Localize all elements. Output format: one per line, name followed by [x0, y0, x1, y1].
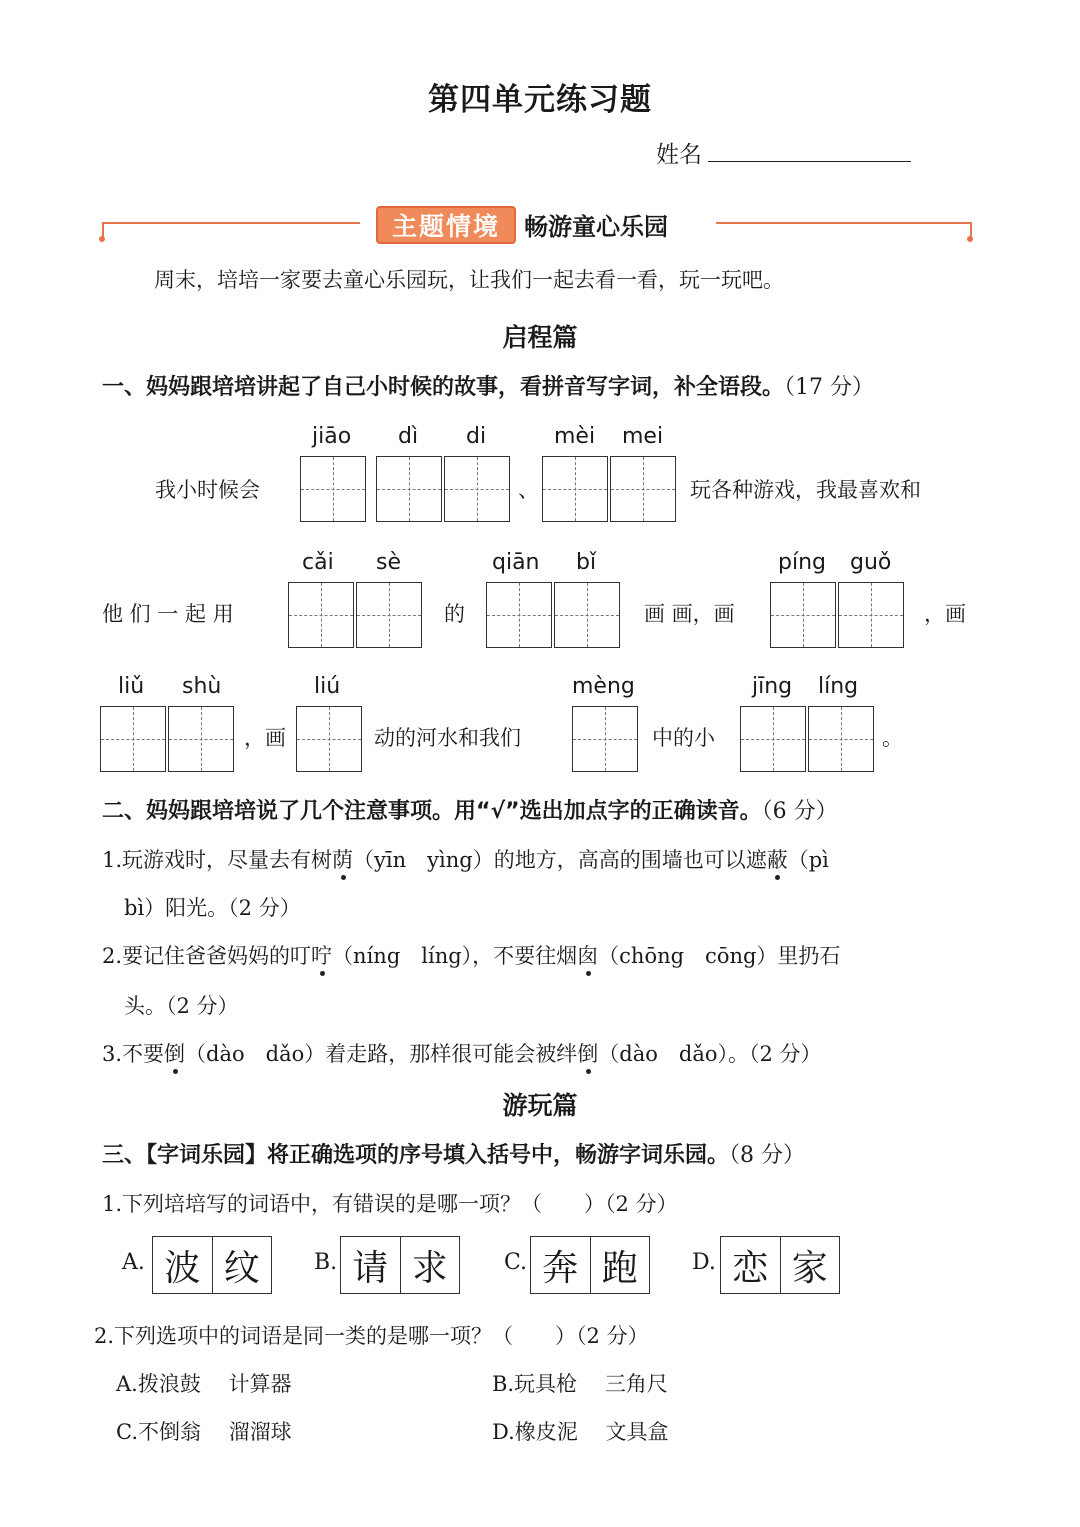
question-1-text: 一、妈妈跟培培讲起了自己小时候的故事，看拼音写字词，补全语段。 [102, 375, 785, 400]
dotted-char: 荫 [332, 844, 353, 874]
pinyin: píng [778, 550, 826, 575]
option-b-label[interactable]: B. [314, 1250, 338, 1275]
pinyin: liú [314, 674, 341, 699]
text-segment: 我小时候会 [155, 478, 260, 502]
pinyin: jiāo [312, 424, 352, 449]
question-2-item-2-cont: 头。（2 分） [124, 994, 239, 1018]
question-3-sub-2: 2.下列选项中的词语是同一类的是哪一项？（ ）（2 分） [94, 1324, 649, 1348]
question-1-heading [102, 370, 874, 401]
dotted-char: 倒 [164, 1038, 185, 1068]
text-segment: 、 [518, 478, 539, 502]
theme-dot-left [99, 236, 105, 242]
text-segment: （yīn yìng）的地方，高高的围墙也可以遮 [353, 848, 767, 872]
text-segment: 玩各种游戏，我最喜欢和 [690, 478, 921, 502]
theme-title: 畅游童心乐园 [524, 213, 668, 241]
question-2-item-3 [102, 1038, 822, 1068]
word-char: 跑 [590, 1237, 650, 1293]
text-segment: （pì [787, 848, 829, 872]
theme-line-right [716, 222, 970, 224]
pinyin: bǐ [576, 550, 597, 575]
pinyin: mèng [572, 674, 635, 699]
question-3-options-1 [122, 1236, 882, 1296]
text-segment: 。 [882, 726, 903, 750]
name-label: 姓名 [656, 142, 702, 168]
pinyin: shù [182, 674, 222, 699]
pinyin: cǎi [302, 550, 334, 575]
theme-tag [376, 206, 516, 244]
question-3-heading [102, 1138, 805, 1169]
option-a-word[interactable] [152, 1236, 272, 1294]
question-2-text: 二、妈妈跟培培说了几个注意事项。用“√”选出加点字的正确读音。 [102, 799, 762, 824]
word-char: 求 [400, 1237, 460, 1293]
question-3-score: （8 分） [729, 1143, 806, 1168]
section-title-start: 启程篇 [502, 323, 578, 352]
text-segment: ，画 [244, 726, 286, 750]
option-c[interactable]: C.不倒翁 溜溜球 [116, 1420, 292, 1444]
word-char: 请 [352, 1247, 389, 1289]
question-2-score: （6 分） [761, 799, 838, 824]
dotted-char: 囱 [577, 940, 598, 970]
text-segment: 中的小 [652, 726, 715, 750]
theme-dot-right [967, 236, 973, 242]
pinyin: dì [398, 424, 419, 449]
pinyin: di [466, 424, 487, 449]
text-segment: 3.不要 [102, 1042, 165, 1066]
dotted-char: 蔽 [767, 844, 788, 874]
text-segment: 1.玩游戏时，尽量去有树 [102, 848, 333, 872]
pinyin: líng [818, 674, 859, 699]
text-segment: 画 画，画 [644, 602, 735, 626]
text-segment: （chōng cōng）里扔石 [598, 944, 841, 968]
option-a-label[interactable]: A. [122, 1250, 145, 1275]
text-segment: （dào dǎo）。（2 分） [598, 1042, 822, 1066]
text-segment: 2.要记住爸爸妈妈的叮 [102, 944, 312, 968]
text-segment: 他 们 一 起 用 [102, 602, 234, 626]
question-2-item-1 [102, 844, 829, 874]
pinyin: mèi [554, 424, 596, 449]
theme-intro: 周末，培培一家要去童心乐园玩，让我们一起去看一看，玩一玩吧。 [154, 268, 784, 292]
text-segment: ，画 [924, 602, 966, 626]
dotted-char: 咛 [311, 940, 332, 970]
text-segment: （níng líng），不要往烟 [332, 944, 578, 968]
question-3-sub-1: 1.下列培培写的词语中，有错误的是哪一项？（ ）（2 分） [102, 1192, 678, 1216]
pinyin: jīng [752, 674, 793, 699]
word-char: 纹 [212, 1237, 272, 1293]
pinyin: guǒ [850, 550, 892, 575]
section-title-play: 游玩篇 [502, 1091, 578, 1120]
question-2-item-1-cont: bì）阳光。（2 分） [124, 896, 301, 920]
theme-line-left [104, 222, 360, 224]
option-b[interactable]: B.玩具枪 三角尺 [492, 1372, 668, 1396]
word-char: 家 [780, 1237, 840, 1293]
dotted-char: 倒 [577, 1038, 598, 1068]
name-input-line[interactable] [708, 161, 911, 162]
option-a[interactable]: A.拨浪鼓 计算器 [116, 1372, 292, 1396]
option-c-word[interactable] [530, 1236, 650, 1294]
question-2-item-2 [102, 940, 840, 970]
option-d[interactable]: D.橡皮泥 文具盒 [492, 1420, 669, 1444]
page-title: 第四单元练习题 [428, 82, 652, 118]
text-segment: （dào dǎo）着走路，那样很可能会被绊 [185, 1042, 578, 1066]
pinyin: sè [376, 550, 401, 575]
option-d-word[interactable] [720, 1236, 840, 1294]
text-segment: 动的河水和我们 [374, 726, 521, 750]
theme-tag-label: 主题情境 [391, 212, 500, 241]
question-3-text: 三、【字词乐园】将正确选项的序号填入括号中，畅游字词乐园。 [102, 1143, 730, 1168]
pinyin: mei [622, 424, 664, 449]
word-char: 奔 [542, 1247, 579, 1289]
word-char: 恋 [732, 1247, 769, 1289]
pinyin: qiān [492, 550, 540, 575]
option-d-label[interactable]: D. [692, 1250, 716, 1275]
question-1-score: （17 分） [784, 375, 875, 400]
pinyin: liǔ [118, 674, 145, 699]
question-2-heading [102, 794, 838, 825]
option-b-word[interactable] [340, 1236, 460, 1294]
text-segment: 的 [444, 602, 465, 626]
word-char: 波 [164, 1247, 201, 1289]
option-c-label[interactable]: C. [504, 1250, 528, 1275]
